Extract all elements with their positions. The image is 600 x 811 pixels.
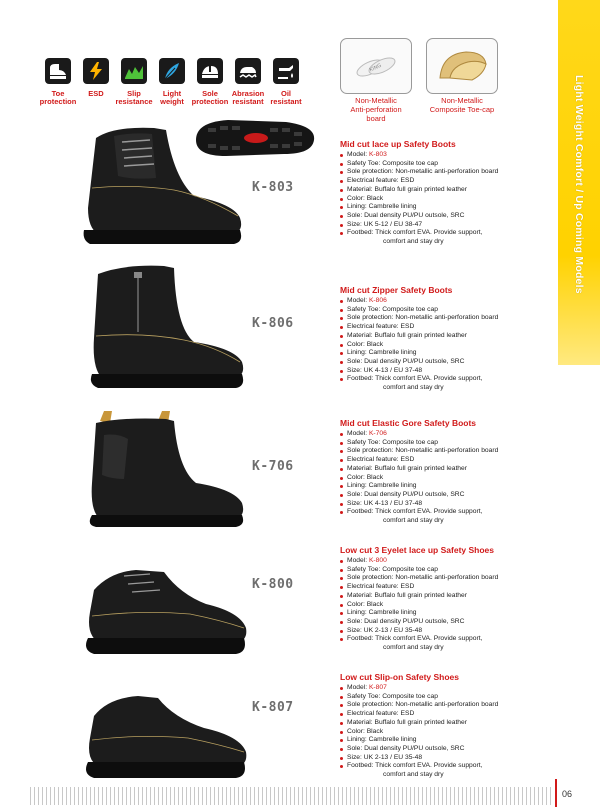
svg-text:KING: KING bbox=[368, 62, 383, 74]
spec-model: Model: K-800 bbox=[340, 557, 555, 566]
spec-color: Color: Black bbox=[340, 728, 555, 737]
spec-footbed: Footbed: Thick comfort EVA. Provide support, comfort and stay dry bbox=[340, 508, 555, 525]
feature-icons bbox=[38, 58, 308, 110]
spec-footbed: Footbed: Thick comfort EVA. Provide support, comfort and stay dry bbox=[340, 375, 555, 392]
spec-electrical: Electrical feature: ESD bbox=[340, 323, 555, 332]
spec-electrical: Electrical feature: ESD bbox=[340, 710, 555, 719]
spec-electrical: Electrical feature: ESD bbox=[340, 177, 555, 186]
spec-list bbox=[340, 430, 555, 526]
boot-image-k803 bbox=[74, 118, 250, 250]
spec-material: Material: Buffalo full grain printed leather bbox=[340, 186, 555, 195]
spec-sole-protection: Sole protection: Non-metallic anti-perforation board bbox=[340, 701, 555, 710]
light-weight-icon bbox=[159, 58, 185, 84]
feature-oil-resistant: Oil resistant bbox=[266, 58, 306, 106]
spec-color: Color: Black bbox=[340, 601, 555, 610]
spec-footbed: Footbed: Thick comfort EVA. Provide support, comfort and stay dry bbox=[340, 229, 555, 246]
sole-protection-icon bbox=[197, 58, 223, 84]
feature-slip-resistance: Slip resistance bbox=[114, 58, 154, 106]
spec-title: Low cut 3 Eyelet lace up Safety Shoes bbox=[340, 545, 494, 555]
spec-model: Model: K-806 bbox=[340, 297, 555, 306]
model-code-k706: K-706 bbox=[252, 459, 294, 474]
spec-k803 bbox=[340, 139, 555, 247]
spec-color: Color: Black bbox=[340, 474, 555, 483]
insole-board-image bbox=[340, 38, 412, 94]
spec-material: Material: Buffalo full grain printed leather bbox=[340, 332, 555, 341]
spec-material: Material: Buffalo full grain printed leather bbox=[340, 592, 555, 601]
spec-material: Material: Buffalo full grain printed leather bbox=[340, 465, 555, 474]
spec-electrical: Electrical feature: ESD bbox=[340, 456, 555, 465]
spec-list bbox=[340, 151, 555, 247]
spec-model: Model: K-706 bbox=[340, 430, 555, 439]
spec-size: Size: UK 5-12 / EU 38-47 bbox=[340, 221, 555, 230]
spec-model: Model: K-803 bbox=[340, 151, 555, 160]
spec-footbed: Footbed: Thick comfort EVA. Provide support, comfort and stay dry bbox=[340, 762, 555, 779]
spec-list bbox=[340, 684, 555, 780]
abrasion-resistant-icon bbox=[235, 58, 261, 84]
spec-k800 bbox=[340, 545, 555, 653]
spec-lining: Lining: Cambrelle lining bbox=[340, 203, 555, 212]
spec-k706 bbox=[340, 418, 555, 526]
toe-cap-image bbox=[426, 38, 498, 94]
spec-size: Size: UK 2-13 / EU 35-48 bbox=[340, 627, 555, 636]
spec-outsole: Sole: Dual density PU/PU outsole, SRC bbox=[340, 745, 555, 754]
footer-ruler bbox=[30, 787, 552, 805]
model-code-k803: K-803 bbox=[252, 180, 294, 195]
spec-title: Mid cut Zipper Safety Boots bbox=[340, 285, 453, 295]
model-code-k807: K-807 bbox=[252, 700, 294, 715]
footer-divider bbox=[555, 779, 557, 807]
spec-toe: Safety Toe: Composite toe cap bbox=[340, 306, 555, 315]
spec-k807 bbox=[340, 672, 555, 780]
spec-title: Low cut Slip-on Safety Shoes bbox=[340, 672, 460, 682]
boot-image-k807 bbox=[78, 690, 258, 786]
feature-esd: ESD bbox=[76, 58, 116, 98]
spec-title: Mid cut lace up Safety Boots bbox=[340, 139, 456, 149]
spec-lining: Lining: Cambrelle lining bbox=[340, 482, 555, 491]
spec-toe: Safety Toe: Composite toe cap bbox=[340, 160, 555, 169]
spec-size: Size: UK 2-13 / EU 35-48 bbox=[340, 754, 555, 763]
spec-title: Mid cut Elastic Gore Safety Boots bbox=[340, 418, 477, 428]
spec-list bbox=[340, 557, 555, 653]
spec-size: Size: UK 4-13 / EU 37-48 bbox=[340, 500, 555, 509]
boot-image-k706 bbox=[82, 405, 252, 533]
page-number: 06 bbox=[562, 789, 573, 799]
model-code-k800: K-800 bbox=[252, 577, 294, 592]
spec-color: Color: Black bbox=[340, 341, 555, 350]
spec-sole-protection: Sole protection: Non-metallic anti-perforation board bbox=[340, 168, 555, 177]
esd-icon bbox=[83, 58, 109, 84]
spec-list bbox=[340, 297, 555, 393]
toe-protection-icon bbox=[45, 58, 71, 84]
spec-size: Size: UK 4-13 / EU 37-48 bbox=[340, 367, 555, 376]
spec-sole-protection: Sole protection: Non-metallic anti-perforation board bbox=[340, 447, 555, 456]
spec-toe: Safety Toe: Composite toe cap bbox=[340, 566, 555, 575]
spec-lining: Lining: Cambrelle lining bbox=[340, 736, 555, 745]
spec-outsole: Sole: Dual density PU/PU outsole, SRC bbox=[340, 618, 555, 627]
spec-outsole: Sole: Dual density PU/PU outsole, SRC bbox=[340, 491, 555, 500]
spec-toe: Safety Toe: Composite toe cap bbox=[340, 439, 555, 448]
boot-image-k806 bbox=[84, 258, 252, 394]
spec-footbed: Footbed: Thick comfort EVA. Provide support, comfort and stay dry bbox=[340, 635, 555, 652]
badge-composite-toe-cap: Non-Metallic Composite Toe-cap bbox=[426, 38, 498, 114]
side-banner-title: Light Weight Comfort / Up Coming Models bbox=[573, 74, 585, 294]
spec-material: Material: Buffalo full grain printed leather bbox=[340, 719, 555, 728]
spec-toe: Safety Toe: Composite toe cap bbox=[340, 693, 555, 702]
feature-light-weight: Light weight bbox=[152, 58, 192, 106]
spec-electrical: Electrical feature: ESD bbox=[340, 583, 555, 592]
spec-color: Color: Black bbox=[340, 195, 555, 204]
feature-abrasion-resistant: Abrasion resistant bbox=[228, 58, 268, 106]
spec-sole-protection: Sole protection: Non-metallic anti-perforation board bbox=[340, 574, 555, 583]
boot-image-k800 bbox=[80, 560, 256, 660]
badge-anti-perforation-board: KING Non-Metallic Anti-perforation board bbox=[340, 38, 412, 123]
spec-lining: Lining: Cambrelle lining bbox=[340, 609, 555, 618]
spec-k806 bbox=[340, 285, 555, 393]
model-code-k806: K-806 bbox=[252, 316, 294, 331]
feature-sole-protection: Sole protection bbox=[190, 58, 230, 106]
slip-resistance-icon bbox=[121, 58, 147, 84]
spec-model: Model: K-807 bbox=[340, 684, 555, 693]
feature-toe-protection: Toe protection bbox=[38, 58, 78, 106]
oil-resistant-icon bbox=[273, 58, 299, 84]
spec-lining: Lining: Cambrelle lining bbox=[340, 349, 555, 358]
spec-outsole: Sole: Dual density PU/PU outsole, SRC bbox=[340, 212, 555, 221]
spec-sole-protection: Sole protection: Non-metallic anti-perforation board bbox=[340, 314, 555, 323]
spec-outsole: Sole: Dual density PU/PU outsole, SRC bbox=[340, 358, 555, 367]
